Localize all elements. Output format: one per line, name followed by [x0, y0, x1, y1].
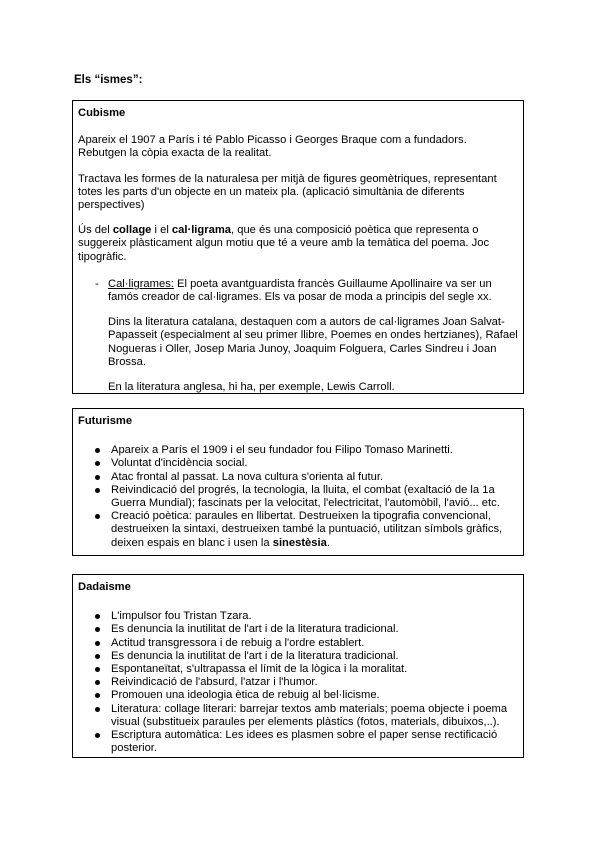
list-item: [78, 676, 518, 689]
bullet-icon: [95, 448, 100, 453]
cubisme-paragraph-3: [78, 224, 518, 264]
dadaisme-list: [78, 610, 518, 755]
list-item: [78, 623, 518, 636]
calligrames-catalan-paragraph: Dins la literatura catalana, destaquen com a autors de cal·ligrames Joan Salvat-Papasseit (especialment al seu primer llibre, Poemes en ondes hertzianes), Rafael Nogueras i Oller, Josep Maria Junoy, Joaquim Folguera, Carles Sindreu i Joan Brossa.: [108, 316, 518, 368]
dadaisme-box: [72, 574, 524, 758]
bullet-icon: [95, 641, 100, 646]
list-item-text: L'impulsor fou Tristan Tzara.: [111, 610, 252, 623]
cubisme-title: Cubisme: [78, 107, 126, 119]
calligrames-english-paragraph: En la literatura anglesa, hi ha, per exemple, Lewis Carroll.: [108, 381, 395, 394]
calligrames-text: El poeta avantguardista francès Guillaume Apollinaire va ser un famós creador de cal·ligrames. Els va posar de moda a principis del segle xx.: [108, 277, 492, 304]
cubisme-dash-list: [78, 278, 518, 394]
list-item-text: Creació poètica: paraules en llibertat. Destrueixen la tipografia convencional, destrueixen la sintaxi, destrueixen també la puntuació, utilitzan símbols gràfics, deixen espais en blanc i usen la: [111, 510, 503, 549]
futurisme-box: [72, 408, 524, 556]
list-item-text: Es denuncia la inutilitat de l'art i de la literatura tradicional.: [111, 623, 399, 636]
list-item-text-end: .: [326, 536, 330, 549]
list-item-text: Atac frontal al passat. La nova cultura s'orienta al futur.: [111, 470, 384, 483]
collage-term: collage: [112, 224, 152, 237]
list-item: [78, 703, 518, 729]
list-item: [78, 610, 518, 623]
futurisme-title: Futurisme: [78, 415, 133, 427]
list-item-text: Voluntat d'incidència social.: [111, 457, 248, 470]
bullet-icon: [95, 461, 100, 466]
list-item: [78, 650, 518, 663]
calligrames-label: Cal·ligrames:: [108, 277, 174, 290]
sinestesia-term: sinestèsia: [272, 536, 327, 549]
calligrames-paragraph: [108, 278, 518, 304]
list-item-text: Reivindicació de l'absurd, l'atzar i l'humor.: [111, 676, 318, 689]
bullet-icon: [95, 733, 100, 738]
bullet-icon: [95, 614, 100, 619]
dadaisme-title: Dadaisme: [78, 581, 131, 593]
list-item: [78, 663, 518, 676]
bullet-icon: [95, 654, 100, 659]
page-heading: Els “ismes”:: [74, 74, 143, 86]
dash-bullet: -: [95, 277, 99, 290]
bullet-icon: [95, 514, 100, 519]
futurisme-list: [78, 444, 518, 550]
cubisme-paragraph-1: Apareix el 1907 a París i té Pablo Picasso i Georges Braque com a fundadors. Rebutgen la còpia exacta de la realitat.: [78, 134, 467, 160]
bullet-icon: [95, 627, 100, 632]
cubisme-p3-text-a: Ús del: [78, 224, 113, 237]
list-item: [78, 729, 518, 755]
list-item-text: Reivindicació del progrés, la tecnologia, la lluita, el combat (exaltació de la 1a Guerra Mundial); fascinats per la velocitat, l'electricitat, l'automòbil, l'avió... etc.: [111, 483, 500, 510]
list-item-text: Espontaneïtat, s'ultrapassa el límit de la lògica i la moralitat.: [111, 663, 408, 676]
bullet-icon: [95, 693, 100, 698]
bullet-icon: [95, 680, 100, 685]
cubisme-p3-text-c: , que és una composició poètica que representa o suggereix plàsticament algun motiu que té a veure amb la temàtica del poema. Joc tipogràfic.: [78, 224, 490, 263]
list-item: [78, 471, 518, 484]
list-item: [78, 510, 518, 550]
list-item: [78, 457, 518, 470]
list-item-text: Escriptura automàtica: Les idees es plasmen sobre el paper sense rectificació posterior.: [111, 729, 498, 755]
list-item-text: Literatura: collage literari: barrejar textos amb materials; poema objecte i poema visual (substitueix paraules per elements plàstics (fotos, materials, dibuixos,..).: [111, 702, 508, 728]
bullet-icon: [95, 667, 100, 672]
list-item-text: Es denuncia la inutilitat de l'art i de la literatura tradicional.: [111, 649, 399, 662]
list-item: [78, 278, 518, 394]
list-item: [78, 637, 518, 650]
list-item: [78, 444, 518, 457]
bullet-icon: [95, 707, 100, 712]
bullet-icon: [95, 475, 100, 480]
list-item-text: Actitud transgressora i de rebuig a l'ordre establert.: [111, 636, 365, 649]
cubisme-p3-text-b: i el: [151, 224, 172, 237]
list-item: [78, 689, 518, 702]
cubisme-box: [72, 100, 524, 394]
list-item-text: Promouen una ideologia ètica de rebuig al bel·licisme.: [111, 689, 380, 702]
bullet-icon: [95, 488, 100, 493]
cubisme-paragraph-2: Tractava les formes de la naturalesa per mitjà de figures geomètriques, representant totes les parts d'un objecte en un mateix pla. (aplicació simultània de diferents perspectives): [78, 172, 497, 212]
calligrama-term: cal·ligrama: [171, 224, 231, 237]
list-item-text: Apareix a París el 1909 i el seu fundador fou Filipo Tomaso Marinetti.: [111, 444, 453, 457]
list-item: [78, 484, 518, 510]
